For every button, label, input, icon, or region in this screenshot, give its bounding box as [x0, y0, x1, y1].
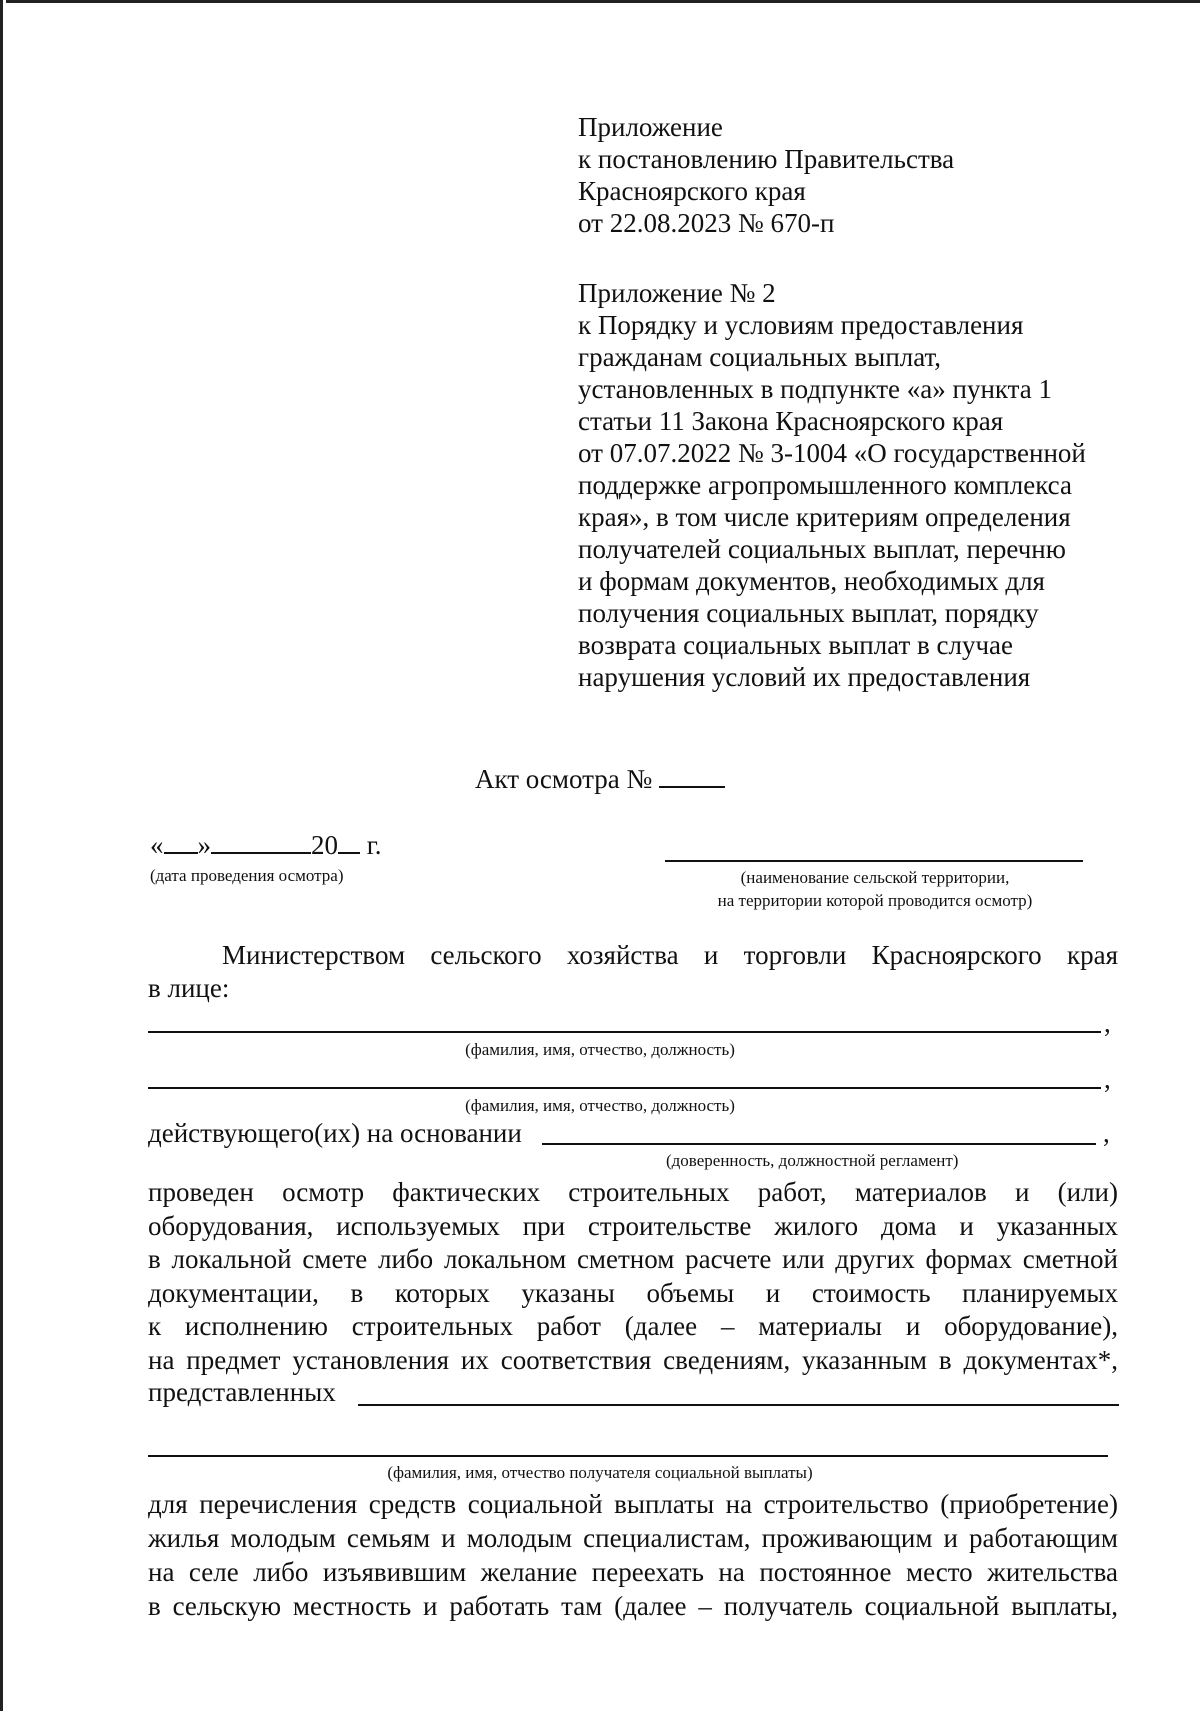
territory-caption-line: (наименование сельской территории, [740, 868, 1010, 887]
territory-caption-line: на территории которой проводится осмотр) [717, 891, 1033, 910]
date-caption: (дата проведения осмотра) [150, 866, 344, 885]
body-line: для перечисления средств социальной выплаты на строительство (приобретение) [148, 1489, 1118, 1519]
act-title-text: Акт осмотра № [474, 764, 653, 794]
person-blank-1[interactable] [148, 1031, 1101, 1033]
body-paragraph-2 [148, 1487, 1118, 1623]
basis-blank[interactable] [542, 1143, 1096, 1145]
basis-caption: (доверенность, должностной регламент) [666, 1151, 959, 1170]
recipient-blank[interactable] [148, 1455, 1108, 1457]
person-blank-2[interactable] [148, 1087, 1101, 1089]
appendix-line: установленных в подпункте «а» пункта 1 [578, 374, 1053, 404]
appendix-line: к Порядку и условиям предоставления [578, 310, 1024, 340]
person-caption-1: (фамилия, имя, отчество, должность) [465, 1040, 735, 1059]
intro-line: в лице: [148, 973, 230, 1003]
body-line: жилья молодым семьям и молодым специалистам, проживающим и работающим [148, 1523, 1118, 1553]
year-blank[interactable] [338, 852, 360, 854]
year-prefix: 20 [311, 830, 338, 860]
appendix-line: Красноярского края [578, 176, 806, 206]
territory-caption [650, 866, 1100, 912]
basis-label: действующего(их) на основании [148, 1118, 522, 1148]
appendix-line: края», в том числе критериям определения [578, 502, 1071, 532]
day-blank[interactable] [164, 852, 198, 854]
intro-paragraph [148, 939, 1118, 1005]
body-line: к исполнению строительных работ (далее – материалы и оборудование), [148, 1311, 1118, 1341]
appendix-line: и формам документов, необходимых для [578, 566, 1045, 596]
appendix-line: получателей социальных выплат, перечню [578, 534, 1066, 564]
person-comma-2: , [1104, 1064, 1111, 1094]
territory-blank[interactable] [665, 860, 1083, 862]
act-title [0, 764, 1200, 795]
appendix-header-2 [578, 277, 1086, 693]
body-paragraph-1 [148, 1176, 1118, 1377]
date-line [150, 830, 382, 861]
appendix-line: поддержке агропромышленного комплекса [578, 470, 1072, 500]
body-line: проведен осмотр фактических строительных работ, материалов и (или) [148, 1177, 1118, 1207]
appendix-line: возврата социальных выплат в случае [578, 630, 1014, 660]
appendix-line: статьи 11 Закона Красноярского края [578, 406, 1004, 436]
presented-blank[interactable] [358, 1404, 1119, 1406]
appendix-line: Приложение № 2 [578, 278, 776, 308]
appendix-line: нарушения условий их предоставления [578, 662, 1031, 692]
scan-border-top [6, 0, 1200, 3]
scan-border-left [0, 0, 3, 1711]
appendix-line: от 22.08.2023 № 670-п [578, 208, 835, 238]
act-number-blank[interactable] [659, 786, 725, 788]
intro-line: Министерством сельского хозяйства и торговли Красноярского края [222, 940, 1118, 970]
appendix-line: от 07.07.2022 № 3-1004 «О государственной [578, 438, 1086, 468]
body-line: документации, в которых указаны объемы и стоимость планируемых [148, 1277, 1118, 1308]
body-line: в локальной смете либо локальном сметном расчете или других формах сметной [148, 1244, 1118, 1274]
body-line: на предмет установления их соответствия сведениям, указанным в документах*, [148, 1344, 1118, 1375]
body-line: в сельскую местность и работать там (далее – получатель социальной выплаты, [148, 1591, 1118, 1621]
appendix-line: гражданам социальных выплат, [578, 342, 942, 372]
person-comma-1: , [1104, 1008, 1111, 1038]
appendix-header-1 [578, 111, 954, 239]
basis-comma: , [1103, 1118, 1110, 1148]
presented-label: представленных [148, 1377, 336, 1407]
body-line: оборудования, используемых при строительстве жилого дома и указанных [148, 1210, 1118, 1241]
appendix-line: к постановлению Правительства [578, 144, 955, 174]
recipient-caption: (фамилия, имя, отчество получателя социальной выплаты) [387, 1463, 813, 1482]
appendix-line: Приложение [578, 112, 723, 142]
year-suffix: г. [366, 830, 382, 860]
date-quote-open: « [150, 830, 164, 860]
appendix-line: получения социальных выплат, порядку [578, 598, 1039, 628]
person-caption-2: (фамилия, имя, отчество, должность) [465, 1096, 735, 1115]
date-quote-close: » [197, 830, 211, 860]
month-blank[interactable] [211, 852, 311, 854]
body-line: на селе либо изъявившим желание переехать на постоянное место жительства [148, 1557, 1118, 1587]
